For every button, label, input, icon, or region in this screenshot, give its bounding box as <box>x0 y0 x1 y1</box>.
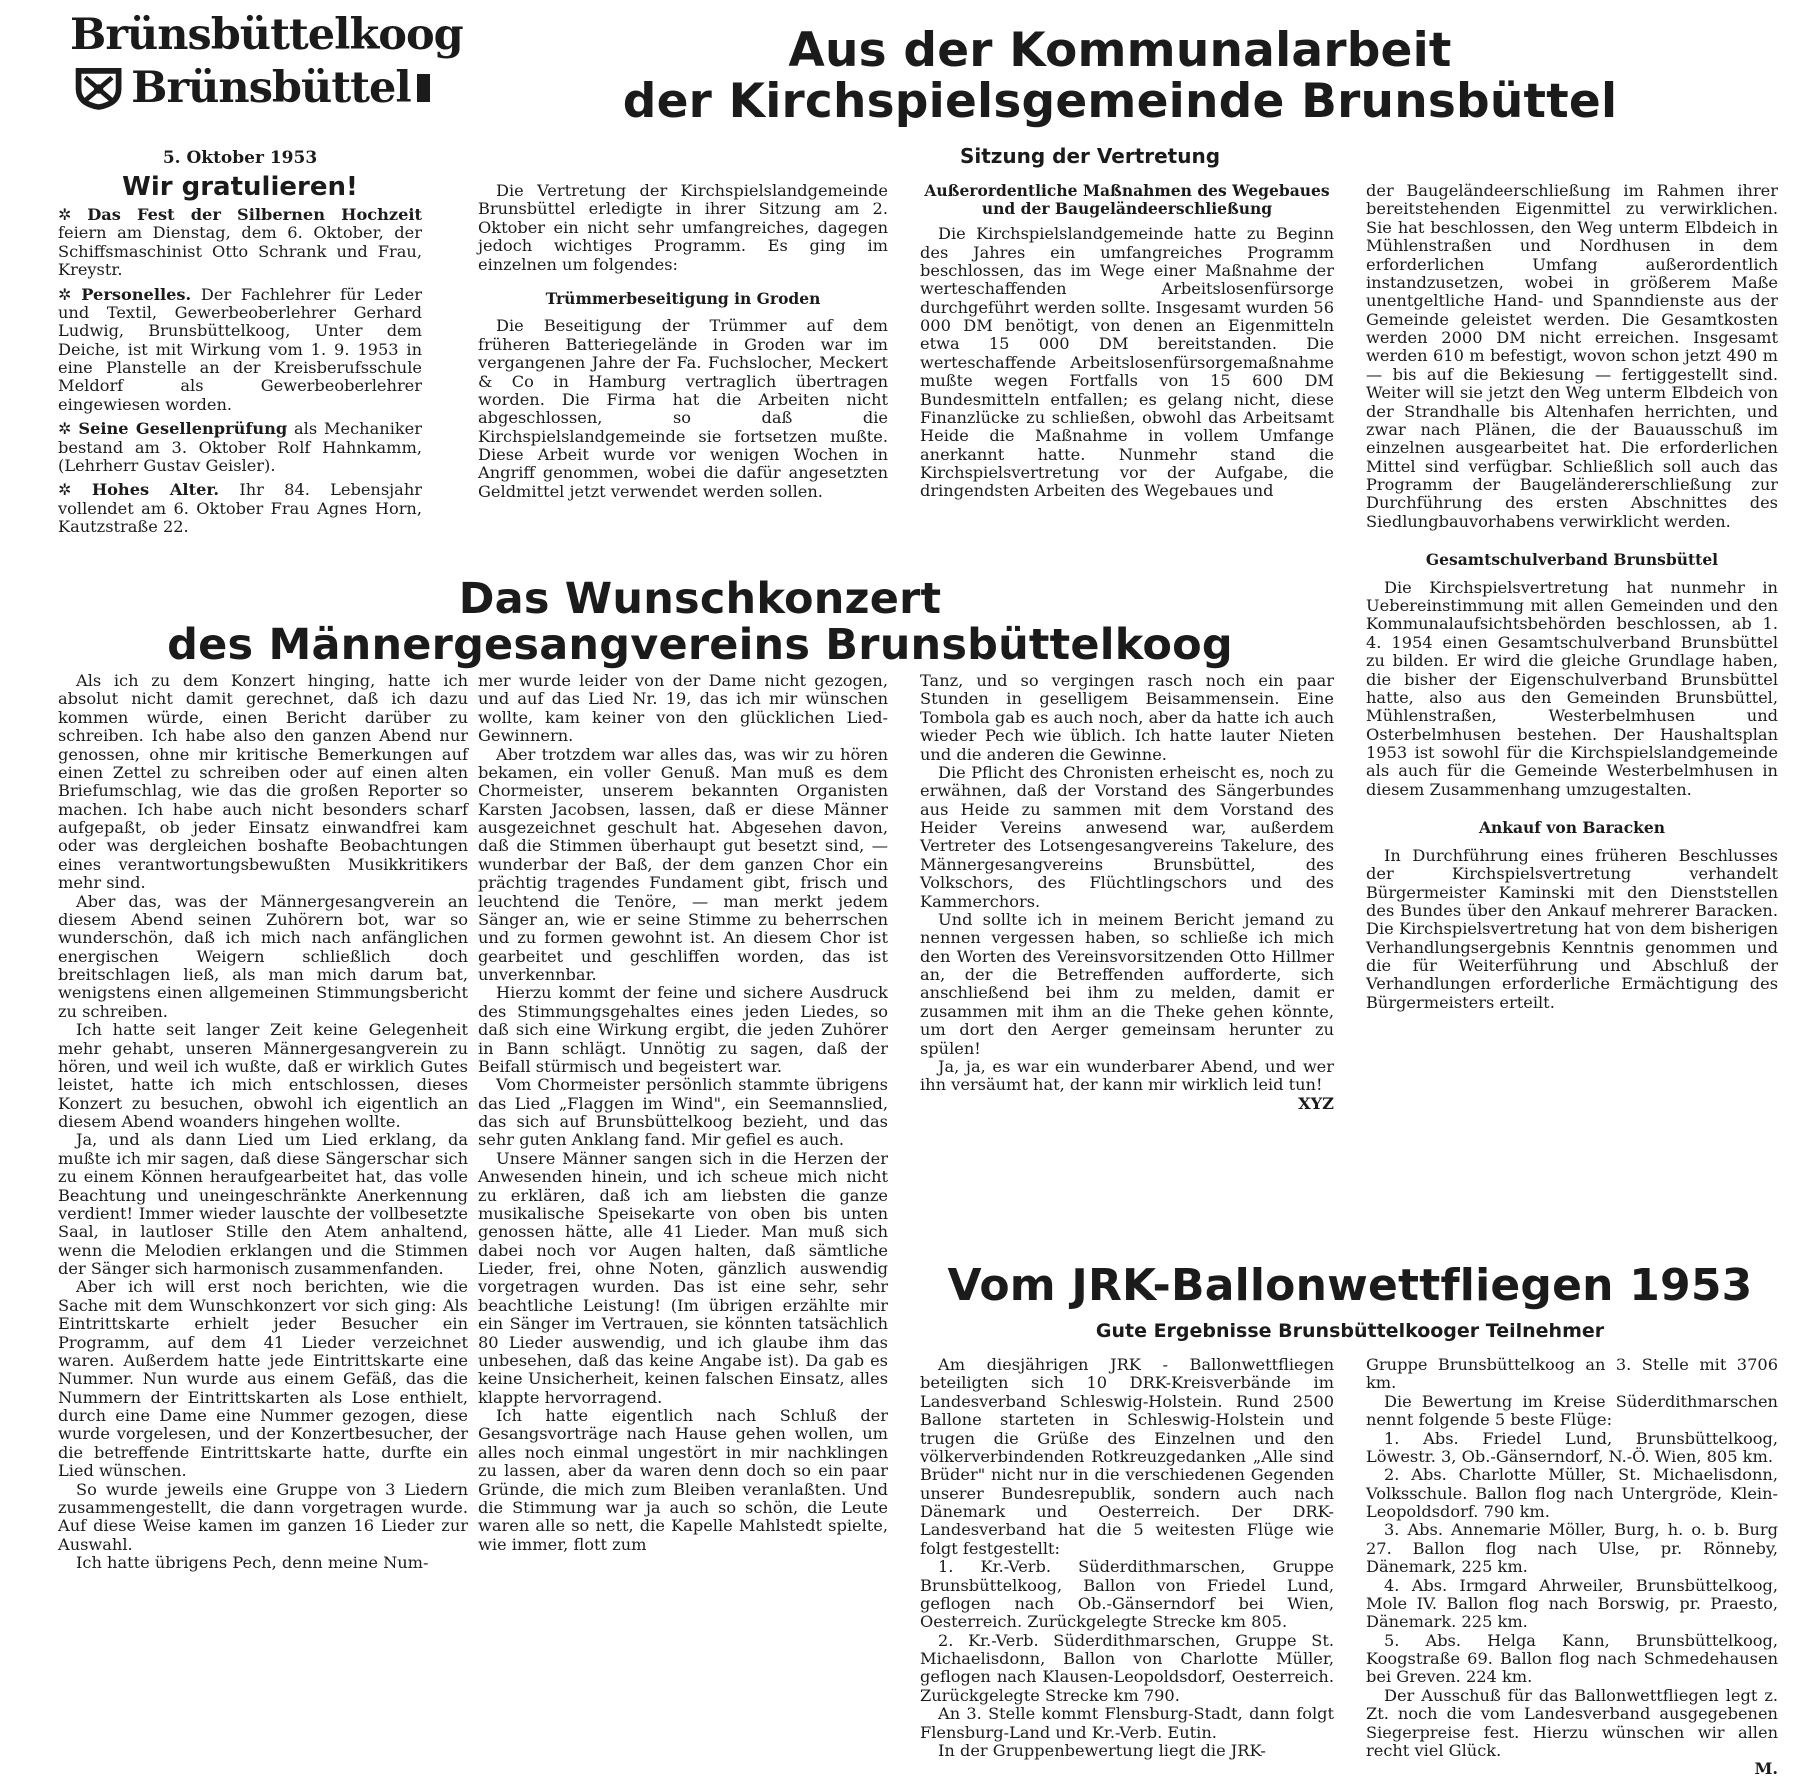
wunschkonzert-column-3: Tanz, und so vergingen rasch noch ein paar Stunden in geselligem Beisammensein. Eine Tombola gab es auch noch, aber da hatte ich auch wieder Pech wie üblich. Ich hatte lauter Nieten und die anderen die Gewinne. Die Pflicht des Chronisten erheischt es, noch zu erwähnen, daß der Vorstand des Sängerbundes aus Heide zu sammen mit dem Vorstand des Heider Vereins anwesend war, außerdem Vertreter des Lotsengesangvereins Takelure, des Männergesangvereins Brunsbüttel, des Volkschors, des Flüchtlingschors und des Kammerchors. Und sollte ich in meinem Bericht jemand zu nennen vergessen haben, so schließe ich mich den Worten des Vereinsvorsitzenden Otto Hillmer an, der die Betreffenden aufforderte, sich anschließend bei ihm zu melden, damit er zusammen mit ihm an die Theke gehen könnte, um dort den Aerger gemeinsam herunter zu spülen! Ja, ja, es war ein wunderbarer Abend, und wer ihn versäumt hat, der kann mir wirklich leid tun! XYZ <box>920 671 1334 1113</box>
ballon-column-1: Am diesjährigen JRK - Ballonwettfliegen beteiligten sich 10 DRK-Kreisverbände im Landesverband Schleswig-Holstein. Rund 2500 Ballone starteten in Schleswig-Holstein und trugen die Grüße des Einzelnen und den völkerverbindenden Rotkreuzgedanken „Alle sind Brüder" nicht nur in die verschiedenen Gegenden unserer Bundesrepublik, sondern auch nach Dänemark und Oesterreich. Der DRK-Landesverband hat die 5 weitesten Flüge wie folgt festgestellt: 1. Kr.-Verb. Süderdithmarschen, Gruppe Brunsbüttelkoog, Ballon von Friedel Lund, geflogen nach Ob.-Gänserndorf bei Wien, Oesterreich. Zurückgelegte Strecke km 805. 2. Kr.-Verb. Süderdithmarschen, Gruppe St. Michaelisdonn, Ballon von Charlotte Müller, geflogen nach Klausen-Leopoldsdorf, Oesterreich. Zurückgelegte Strecke km 790. An 3. Stelle kommt Flensburg-Stadt, dann folgt Flensburg-Land und Kr.-Verb. Eutin. In der Gruppenbewertung liegt die JRK- <box>920 1355 1334 1760</box>
kommunal-headline: Aus der Kommunalarbeit der Kirchspielsgemeinde Brunsbüttel <box>622 23 1618 129</box>
gratulation-item: ✲ Das Fest der Silbernen Hochzeit feiern am Dienstag, dem 6. Oktober, der Schiffsmaschinist Otto Schrank und Frau, Kreystr. <box>58 205 422 280</box>
issue-date: 5. Oktober 1953 <box>162 148 318 168</box>
section-heading: Ankauf von Baracken <box>1478 818 1666 838</box>
masthead-ornament <box>417 74 430 102</box>
ballon-headline: Vom JRK-Ballonwettfliegen 1953 <box>947 1260 1753 1311</box>
gratulation-title: Wir gratulieren! <box>122 172 358 202</box>
wunschkonzert-column-1: Als ich zu dem Konzert hinging, hatte ich absolut nicht damit gerechnet, daß ich dazu kommen würde, einen Bericht darüber zu schreiben. Ich habe also den ganzen Abend nur genossen, ohne mir kritische Bemerkungen auf einen Zettel zu schreiben oder auf einen alten Briefumschlag, wie das die großen Reporter so machen. Ich habe auch nicht besonders scharf aufgepaßt, ob jeder Einsatz einwandfrei kam oder was dergleichen boshafte Beobachtungen eines verantwortungsbewußten Musikkritikers mehr sind. Aber das, was der Männergesangverein an diesem Abend seinen Zuhörern bot, war so wunderschön, daß ich mich nach anfänglichen energischen Weigern schließlich doch breitschlagen ließ, als man mich darum bat, wenigstens einen allgemeinen Stimmungsbericht zu schreiben. Ich hatte seit langer Zeit keine Gelegenheit mehr gehabt, unseren Männergesangverein zu hören, und weil ich wußte, daß er wirklich Gutes leistet, hatte ich mich entschlossen, dieses Konzert zu besuchen, obwohl ich eigentlich an diesem Abend woanders hingehen wollte. Ja, und als dann Lied um Lied erklang, da mußte ich mir sagen, daß diese Sängerschar sich zu einem Können heraufgearbeitet hat, das volle Beachtung und uneingeschränkte Anerkennung verdient! Immer wieder lauschte der vollbesetzte Saal, in lautloser Stille den Atem anhaltend, wenn die Melodien erklangen und die Stimmen der Sänger sich harmonisch zusammenfanden. Aber ich will erst noch berichten, wie die Sache mit dem Wunschkonzert vor sich ging: Als Eintrittskarte erhielt jeder Besucher ein Programm, auf dem 41 Lieder verzeichnet waren. Außerdem hatte jede Eintrittskarte eine Nummer. Nun wurde aus einem Gefäß, das die Nummern der Eintrittskarten als Lose enthielt, durch eine Dame eine Nummer gezogen, diese wurde vorgelesen, und der Konzertbesucher, der die betreffende Eintrittskarte hatte, durfte ein Lied wünschen. So wurde jeweils eine Gruppe von 3 Liedern zusammengestellt, die dann vorgetragen wurde. Auf diese Weise kamen im ganzen 16 Lieder zur Auswahl. Ich hatte übrigens Pech, denn meine Num- <box>58 671 468 1572</box>
section-heading: Außerordentliche Maßnahmen des Wegebaues und der Baugeländeerschließung <box>924 181 1330 218</box>
wunschkonzert-column-2: mer wurde leider von der Dame nicht gezogen, und auf das Lied Nr. 19, das ich mir wünschen wollte, kam keiner von den glücklichen Lied-Gewinnern. Aber trotzdem war alles das, was wir zu hören bekamen, ein voller Genuß. Man muß es dem Chormeister, unserem bekannten Organisten Karsten Jacobsen, lassen, daß er diese Männer ausgezeichnet geschult hat. Abgesehen davon, daß die Stimmen überhaupt gut besetzt sind, — wunderbar der Baß, der dem ganzen Chor ein prächtig tragendes Fundament gibt, frisch und leuchtend die Tenöre, — man merkt jedem Sänger an, wie er seine Stimme zu beherrschen und zu formen gewohnt ist. An diesem Chor ist gearbeitet und geschliffen worden, das ist unverkennbar. Hierzu kommt der feine und sichere Ausdruck des Stimmungsgehaltes eines jeden Liedes, so daß sich eine Wirkung ergibt, die jeden Zuhörer in Bann schlägt. Unnötig zu sagen, daß der Beifall stürmisch und begeistert war. Vom Chormeister persönlich stammte übrigens das Lied „Flaggen im Wind", ein Seemannslied, das sich auf Brunsbüttelkoog bezieht, und das sehr guten Anklang fand. Mir gefiel es auch. Unsere Männer sangen sich in die Herzen der Anwesenden hinein, und ich scheue mich nicht zu erklären, daß ich am liebsten die ganze musikalische Speisekarte von oben bis unten genossen hätte, alle 41 Lieder. Man muß sich dabei noch vor Augen halten, daß sämtliche Lieder, frei, ohne Noten, gänzlich auswendig vorgetragen wurden. Das ist eine sehr, sehr beachtliche Leistung! (Im übrigen erzählte mir ein Sänger im Vertrauen, sie könnten tatsächlich 80 Lieder auswendig, und ich glaube ihm das unbesehen, daß das keine Angabe ist). Da gab es keine Unsicherheit, keinen falschen Einsatz, alles klappte hervorragend. Ich hatte eigentlich nach Schluß der Gesangsvorträge nach Hause gehen wollen, um alles noch einmal ungestört in mir nachklingen zu lassen, aber da waren denn doch so ein paar Gründe, die mich zum Bleiben veranlaßten. Und die Stimmung war ja auch so schön, die Leute waren alle so nett, die Kapelle Mahlstedt spielte, wie immer, flott zum <box>478 671 888 1554</box>
coat-of-arms-icon <box>70 63 127 113</box>
wunschkonzert-headline: Das Wunschkonzert des Männergesangvereins Brunsbüttelkoog <box>167 574 1233 671</box>
gratulation-item: ✲ Hohes Alter. Ihr 84. Lebensjahr vollendet am 6. Oktober Frau Agnes Horn, Kautzstraße 22. <box>58 480 422 536</box>
gratulation-item: ✲ Personelles. Der Fachlehrer für Leder und Textil, Gewerbeoberlehrer Gerhard Ludwig, Brunsbüttelkoog, Unter dem Deiche, ist mit Wirkung vom 1. 9. 1953 in eine Planstelle an der Kreisberufsschule Meldorf als Gewerbeoberlehrer eingewiesen worden. <box>58 284 422 414</box>
gratulation-item: ✲ Seine Gesellenprüfung als Mechaniker bestand am 3. Oktober Rolf Hahnkamm, (Lehrherr Gustav Geisler). <box>58 419 422 475</box>
kommunal-column-3: der Baugeländeerschließung im Rahmen ihrer bereitstehenden Eigenmittel zu verwirklichen. Sie hat beschlossen, den Weg unterm Elbdeich in Mühlenstraßen und Nordhusen in dem erforderlichen Umfang außerordentlich instandzusetzen, wobei in größerem Maße unentgeltliche Hand- und Spanndienste aus der Gemeinde geleistet werden. Die Gesamtkosten werden 2000 DM nicht erreichen. Insgesamt werden 610 m befestigt, wovon schon jetzt 490 m — bis auf die Bekiesung — fertiggestellt sind. Weiter will sie jetzt den Weg unterm Elbdeich von der Strandhalle bis Altenhafen herrichten, und zwar nach Plänen, die der Bauausschuß im einzelnen ausgearbeitet hat. Die erforderlichen Mittel sind verfügbar. Schließlich soll auch das Programm der Baugeländererschließung zur Durchführung des ersten Abschnittes des Siedlungbauvorhabens verwirklicht werden. Gesamtschulverband Brunsbüttel Die Kirchspielsvertretung hat nunmehr in Uebereinstimmung mit allen Gemeinden und den Kommunalaufsichtsbehörden beschlossen, ab 1. 4. 1954 einen Gesamtschulverband Brunsbüttel zu bilden. Er wird die gleiche Grundlage haben, die bisher der Eigenschulverband Brunsbüttel hatte, also aus den Gemeinden Brunsbüttel, Mühlenstraßen, Westerbelmhusen und Osterbelmhusen bestehen. Der Haushaltsplan 1953 ist sowohl für die Kirchspielslandgemeinde als auch für die Gemeinde Westerbelmhusen in diesem Zusammenhang umzugestalten. Ankauf von Baracken In Durchführung eines früheren Beschlusses der Kirchspielsvertretung verhandelt Bürgermeister Kaminski mit den Dienststellen des Bundes über den Ankauf mehrerer Baracken. Die Kirchspielsvertretung hat von dem bisherigen Verhandlungsergebnis Kenntnis genommen und die für Weiterführung und Abschluß der Verhandlungen erforderliche Ermächtigung des Bürgermeisters erteilt. <box>1366 181 1778 1012</box>
section-heading: Trümmerbeseitigung in Groden <box>545 288 821 308</box>
section-heading: Gesamtschulverband Brunsbüttel <box>1425 550 1719 570</box>
author-signature: XYZ <box>1298 1093 1334 1113</box>
masthead-title-line2: Brünsbüttel <box>131 62 411 113</box>
masthead <box>70 10 463 134</box>
kommunal-subtitle: Sitzung der Vertretung <box>959 144 1221 168</box>
kommunal-column-2: Außerordentliche Maßnahmen des Wegebaues und der Baugeländeerschließung Die Kirchspielslandgemeinde hatte zu Beginn des Jahres ein umfangreiches Programm beschlossen, das im Wege einer Maßnahme der werteschaffenden Arbeitslosenfürsorge durchgeführt werden sollte. Insgesamt wurden 56 000 DM benötigt, von denen an Eigenmitteln etwa 15 000 DM bereitstanden. Die werteschaffende Arbeitslosenfürsorgemaßnahme mußte wegen Fortfalls von 15 600 DM Bundesmitteln entfallen; es gelang nicht, diese Finanzlücke zu schließen, obwohl das Arbeitsamt Heide die Maßnahme in vollem Umfange anerkannt hatte. Nunmehr stand die Kirchspielsvertretung vor der Aufgabe, die dringendsten Arbeiten des Wegebaues und <box>920 181 1334 501</box>
end-mark: M. <box>1754 1759 1778 1779</box>
ballon-column-2: Gruppe Brunsbüttelkoog an 3. Stelle mit 3706 km. Die Bewertung im Kreise Süderdithmarschen nennt folgende 5 beste Flüge: 1. Abs. Friedel Lund, Brunsbüttelkoog, Löwestr. 3, Ob.-Gänserndorf, N.-Ö. Wien, 805 km. 2. Abs. Charlotte Müller, St. Michaelisdonn, Volksschule. Ballon flog nach Untergröde, Klein-Leopoldsdorf. 790 km. 3. Abs. Annemarie Möller, Burg, h. o. b. Burg 27. Ballon flog nach Ulse, pr. Rönneby, Dänemark, 225 km. 4. Abs. Irmgard Ahrweiler, Brunsbüttelkoog, Mole IV. Ballon flog nach Borswig, pr. Praesto, Dänemark. 225 km. 5. Abs. Helga Kann, Brunsbüttelkoog, Koogstraße 69. Ballon flog nach Schmedehausen bei Greven. 224 km. Der Ausschuß für das Ballonwettfliegen legt z. Zt. noch die vom Landesverband ausgegebenen Siegerpreise fest. Hierzu wünschen wir allen recht viel Glück. M. <box>1366 1355 1778 1779</box>
kommunal-column-1: Die Vertretung der Kirchspielslandgemeinde Brunsbüttel erledigte in ihrer Sitzung am 2. Oktober ein nicht sehr umfangreiches, dagegen jedoch wichtiges Programm. Es ging im einzelnen um folgendes: Trümmerbeseitigung in Groden Die Beseitigung der Trümmer auf dem früheren Batteriegelände in Groden war im vergangenen Jahre der Fa. Fuchslocher, Meckert & Co in Hamburg vertraglich übertragen worden. Die Firma hat die Arbeiten nicht abgeschlossen, so daß die Kirchspielslandgemeinde sie fortsetzen mußte. Diese Arbeit wurde vor wenigen Wochen in Angriff genommen, wobei die dafür angesetzten Geldmittel jetzt verwendet werden sollen. <box>478 181 888 501</box>
masthead-title-line1: Brünsbüttelkoog <box>70 10 463 60</box>
gratulation-column <box>58 206 422 542</box>
ballon-subtitle: Gute Ergebnisse Brunsbüttelkooger Teilnehmer <box>1095 1320 1605 1342</box>
